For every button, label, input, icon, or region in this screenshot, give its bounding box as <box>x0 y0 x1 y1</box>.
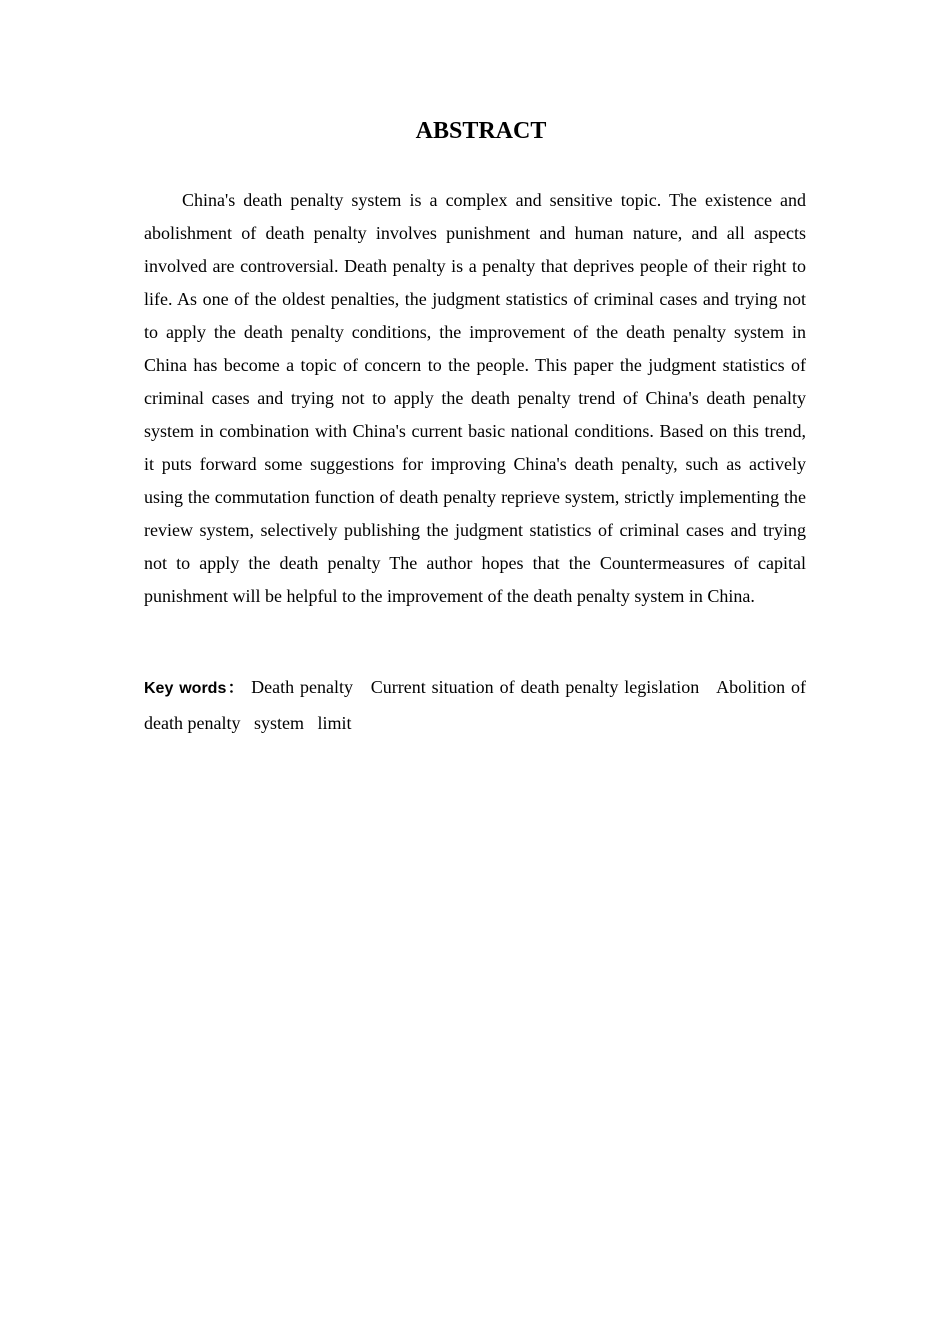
keywords-text: Death penalty Current situation of death penalty legislation Abolition of death penalty system limit <box>144 677 811 733</box>
abstract-body: China's death penalty system is a complex and sensitive topic. The existence and abolishment of death penalty involves punishment and human nature, and all aspects involved are controversial. Death penalty is a penalty that deprives people of their right to life. As one of the oldest penalties, the judgment statistics of criminal cases and trying not to apply the death penalty conditions, the improvement of the death penalty system in China has become a topic of concern to the people. This paper the judgment statistics of criminal cases and trying not to apply the death penalty trend of China's death penalty system in combination with China's current basic national conditions. Based on this trend, it puts forward some suggestions for improving China's death penalty, such as actively using the commutation function of death penalty reprieve system, strictly implementing the review system, selectively publishing the judgment statistics of criminal cases and trying not to apply the death penalty The author hopes that the Countermeasures of capital punishment will be helpful to the improvement of the death penalty system in China. <box>144 190 806 606</box>
abstract-title: ABSTRACT <box>415 118 547 144</box>
keywords-label: Key words： <box>144 680 246 697</box>
keywords-paragraph <box>144 670 811 740</box>
